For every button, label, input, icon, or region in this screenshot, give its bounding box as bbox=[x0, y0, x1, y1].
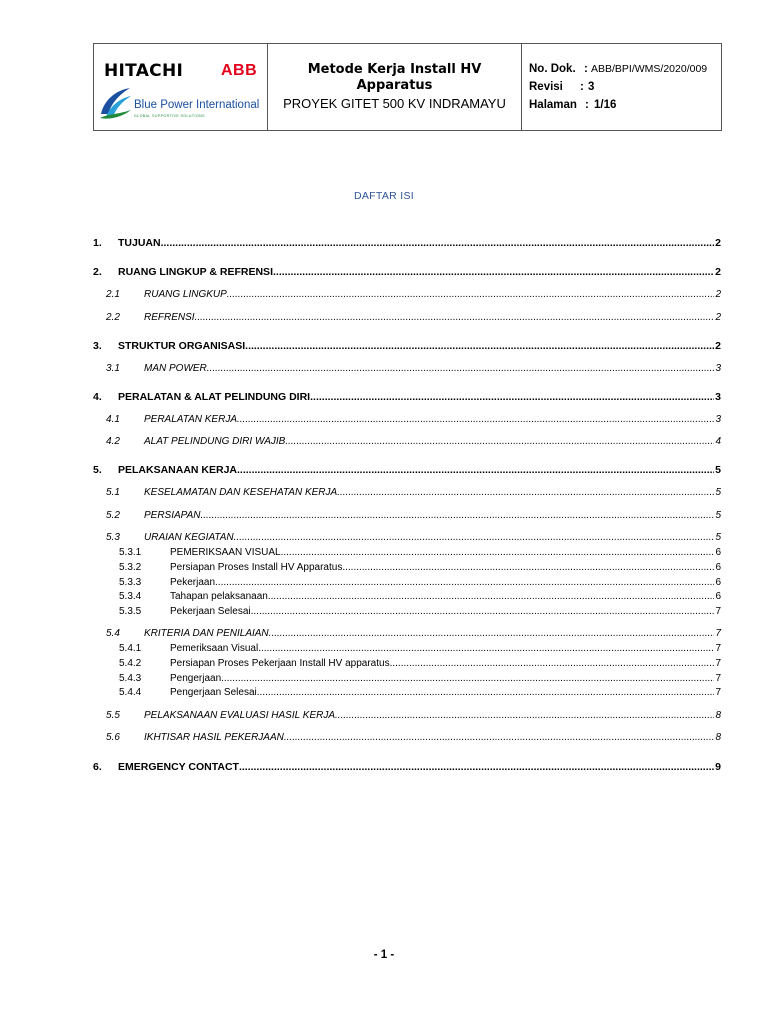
toc-entry-page: 7 bbox=[715, 673, 721, 684]
toc-entry-text: PEMERIKSAAN VISUAL bbox=[170, 547, 281, 558]
doc-number-label: No. Dok. bbox=[529, 63, 576, 75]
toc-entry-number: 5.4.1 bbox=[119, 643, 142, 654]
toc-entry-page: 6 bbox=[715, 547, 721, 558]
toc-entry-page: 3 bbox=[715, 391, 721, 403]
toc-entry-page: 8 bbox=[715, 732, 721, 743]
blue-power-swoosh-icon bbox=[98, 84, 132, 120]
toc-entry-text: PERSIAPAN bbox=[144, 510, 201, 521]
toc-leader-dots bbox=[221, 672, 714, 685]
toc-entry[interactable] bbox=[93, 760, 721, 774]
toc-entry[interactable] bbox=[106, 435, 721, 448]
toc-entry-page: 9 bbox=[715, 761, 721, 773]
toc-leader-dots bbox=[237, 463, 714, 477]
project-title: PROYEK GITET 500 KV INDRAMAYU bbox=[283, 95, 506, 111]
toc-entry-text: IKHTISAR HASIL PEKERJAAN bbox=[144, 732, 284, 743]
toc-entry-text: PERALATAN KERJA bbox=[144, 414, 237, 425]
revision-value: 3 bbox=[588, 81, 595, 93]
toc-entry-text: PELAKSANAAN EVALUASI HASIL KERJA bbox=[144, 710, 336, 721]
toc-entry-page: 8 bbox=[715, 710, 721, 721]
toc-entry-text: STRUKTUR ORGANISASI bbox=[118, 340, 246, 352]
toc-entry-number: 5.3.3 bbox=[119, 577, 142, 588]
toc-entry-text: EMERGENCY CONTACT bbox=[118, 761, 239, 773]
toc-entry-text: PELAKSANAAN KERJA bbox=[118, 464, 238, 476]
toc-leader-dots bbox=[245, 339, 714, 353]
toc-entry-text: TUJUAN bbox=[118, 237, 161, 249]
toc-entry-number: 4.1 bbox=[106, 414, 120, 425]
toc-entry-page: 2 bbox=[715, 312, 721, 323]
doc-number-value: ABB/BPI/WMS/2020/009 bbox=[591, 63, 708, 75]
toc-entry-number: 5.4.4 bbox=[119, 687, 142, 698]
toc-leader-dots bbox=[281, 546, 715, 559]
toc-entry[interactable] bbox=[106, 509, 721, 522]
bpi-logo-text: Blue Power International bbox=[134, 99, 260, 111]
toc-leader-dots bbox=[337, 486, 714, 499]
toc-leader-dots bbox=[234, 531, 715, 544]
toc-entry-number: 5.3.4 bbox=[119, 591, 142, 602]
toc-entry[interactable] bbox=[93, 265, 721, 279]
toc-entry-number: 5.3.1 bbox=[119, 547, 142, 558]
toc-leader-dots bbox=[258, 642, 714, 655]
toc-entry-number: 6. bbox=[93, 761, 102, 773]
toc-entry-text: Pekerjaan Selesai bbox=[170, 606, 251, 617]
revision-sep: : bbox=[580, 81, 584, 93]
toc-entry-number: 2.1 bbox=[106, 289, 120, 300]
toc-entry[interactable] bbox=[119, 561, 721, 574]
toc-entry-page: 7 bbox=[715, 606, 721, 617]
title-cell bbox=[268, 44, 522, 130]
toc-entry-number: 4. bbox=[93, 391, 102, 403]
toc-entry-page: 6 bbox=[715, 591, 721, 602]
document-header bbox=[93, 43, 722, 131]
toc-leader-dots bbox=[284, 731, 715, 744]
toc-entry[interactable] bbox=[119, 576, 721, 589]
toc-entry-text: KRITERIA DAN PENILAIAN bbox=[144, 628, 269, 639]
meta-cell bbox=[522, 44, 721, 130]
toc-leader-dots bbox=[273, 265, 714, 279]
toc-entry-page: 7 bbox=[715, 658, 721, 669]
toc-entry[interactable] bbox=[119, 546, 721, 559]
toc-entry-number: 5.3.2 bbox=[119, 562, 142, 573]
toc-leader-dots bbox=[227, 288, 715, 301]
page-count-value: 1/16 bbox=[594, 99, 617, 111]
toc-entry-text: MAN POWER bbox=[144, 363, 207, 374]
toc-entry-page: 6 bbox=[715, 562, 721, 573]
toc-entry[interactable] bbox=[106, 486, 721, 499]
toc-entry-page: 3 bbox=[715, 363, 721, 374]
toc-leader-dots bbox=[335, 709, 714, 722]
toc-leader-dots bbox=[251, 605, 715, 618]
page-count-sep: : bbox=[585, 99, 589, 111]
toc-entry[interactable] bbox=[93, 463, 721, 477]
toc-heading: DAFTAR ISI bbox=[354, 190, 414, 202]
toc-entry[interactable] bbox=[106, 311, 721, 324]
toc-entry[interactable] bbox=[119, 642, 721, 655]
toc-entry[interactable] bbox=[106, 288, 721, 301]
toc-entry[interactable] bbox=[119, 657, 721, 670]
page-count-row bbox=[529, 96, 721, 114]
toc-entry-text: Tahapan pelaksanaan bbox=[170, 591, 268, 602]
toc-entry-text: ALAT PELINDUNG DIRI WAJIB bbox=[144, 436, 286, 447]
toc-entry-text: Persiapan Proses Install HV Apparatus bbox=[170, 562, 343, 573]
toc-entry-page: 5 bbox=[715, 510, 721, 521]
toc-entry[interactable] bbox=[106, 413, 721, 426]
toc-entry-text: Persiapan Proses Pekerjaan Install HV apparatus bbox=[170, 658, 390, 669]
toc-entry-number: 3.1 bbox=[106, 363, 120, 374]
toc-entry-page: 5 bbox=[715, 464, 721, 476]
toc-entry-number: 3. bbox=[93, 340, 102, 352]
toc-entry-number: 5. bbox=[93, 464, 102, 476]
toc-entry-page: 6 bbox=[715, 577, 721, 588]
toc-entry-number: 5.5 bbox=[106, 710, 120, 721]
toc-leader-dots bbox=[195, 311, 715, 324]
toc-entry-page: 7 bbox=[715, 687, 721, 698]
document-title: Metode Kerja Install HV Apparatus bbox=[307, 61, 482, 93]
bpi-logo-tagline: GLOBAL SUPPORTIVE SOLUTIONS bbox=[134, 114, 205, 118]
toc-entry-text: RUANG LINGKUP bbox=[144, 289, 227, 300]
toc-leader-dots bbox=[269, 627, 715, 640]
toc-entry-text: PERALATAN & ALAT PELINDUNG DIRI bbox=[118, 391, 311, 403]
toc-entry-number: 5.4.2 bbox=[119, 658, 142, 669]
toc-entry[interactable] bbox=[106, 731, 721, 744]
toc-entry-page: 7 bbox=[715, 643, 721, 654]
toc-leader-dots bbox=[285, 435, 714, 448]
toc-leader-dots bbox=[161, 236, 715, 250]
toc-entry-text: Pekerjaan bbox=[170, 577, 216, 588]
toc-entry-text: Pengerjaan bbox=[170, 673, 222, 684]
toc-entry-number: 5.1 bbox=[106, 487, 120, 498]
logo-cell bbox=[94, 44, 268, 130]
toc-entry-number: 1. bbox=[93, 237, 102, 249]
toc-entry-number: 4.2 bbox=[106, 436, 120, 447]
toc-entry-text: REFRENSI bbox=[144, 312, 195, 323]
toc-entry-number: 5.3 bbox=[106, 532, 120, 543]
toc-entry[interactable] bbox=[93, 339, 721, 353]
toc-entry-page: 2 bbox=[715, 289, 721, 300]
abb-logo: ABB bbox=[221, 62, 258, 79]
toc-entry-number: 5.2 bbox=[106, 510, 120, 521]
toc-entry[interactable] bbox=[119, 590, 721, 603]
hitachi-logo: HITACHI bbox=[104, 61, 184, 81]
toc-entry-number: 5.4 bbox=[106, 628, 120, 639]
page-count-label: Halaman bbox=[529, 99, 577, 111]
toc-entry-number: 5.4.3 bbox=[119, 673, 142, 684]
revision-label: Revisi bbox=[529, 81, 563, 93]
toc-leader-dots bbox=[237, 413, 714, 426]
toc-entry-text: KESELAMATAN DAN KESEHATAN KERJA bbox=[144, 487, 338, 498]
toc-leader-dots bbox=[201, 509, 715, 522]
toc-entry-number: 2.2 bbox=[106, 312, 120, 323]
toc-entry[interactable] bbox=[119, 672, 721, 685]
toc-entry-page: 4 bbox=[715, 436, 721, 447]
toc-leader-dots bbox=[215, 576, 714, 589]
toc-entry-number: 2. bbox=[93, 266, 102, 278]
toc-entry[interactable] bbox=[93, 390, 721, 404]
doc-number-sep: : bbox=[584, 63, 588, 75]
toc-entry-page: 5 bbox=[715, 532, 721, 543]
toc-entry[interactable] bbox=[119, 605, 721, 618]
toc-leader-dots bbox=[342, 561, 714, 574]
toc-entry-page: 3 bbox=[715, 414, 721, 425]
toc-entry-text: Pemeriksaan Visual bbox=[170, 643, 259, 654]
toc-leader-dots bbox=[390, 657, 715, 670]
toc-entry-number: 5.3.5 bbox=[119, 606, 142, 617]
doc-number-row bbox=[529, 60, 721, 78]
toc-entry-text: RUANG LINGKUP & REFRENSI bbox=[118, 266, 273, 278]
toc-entry-page: 2 bbox=[715, 340, 721, 352]
toc-leader-dots bbox=[207, 362, 715, 375]
toc-entry-page: 2 bbox=[715, 266, 721, 278]
toc-leader-dots bbox=[239, 760, 714, 774]
revision-row bbox=[529, 78, 721, 96]
toc-entry[interactable] bbox=[106, 709, 721, 722]
toc-leader-dots bbox=[310, 390, 714, 404]
toc-entry[interactable] bbox=[106, 627, 721, 640]
toc-entry[interactable] bbox=[93, 236, 721, 250]
toc-entry-page: 7 bbox=[715, 628, 721, 639]
toc-leader-dots bbox=[257, 686, 715, 699]
toc-entry[interactable] bbox=[106, 531, 721, 544]
toc-leader-dots bbox=[268, 590, 715, 603]
page-number-footer: - 1 - bbox=[373, 949, 395, 961]
toc-entry[interactable] bbox=[106, 362, 721, 375]
toc-entry-text: URAIAN KEGIATAN bbox=[144, 532, 234, 543]
toc-entry[interactable] bbox=[119, 686, 721, 699]
toc-entry-page: 2 bbox=[715, 237, 721, 249]
toc-entry-number: 5.6 bbox=[106, 732, 120, 743]
toc-entry-page: 5 bbox=[715, 487, 721, 498]
toc-entry-text: Pengerjaan Selesai bbox=[170, 687, 257, 698]
